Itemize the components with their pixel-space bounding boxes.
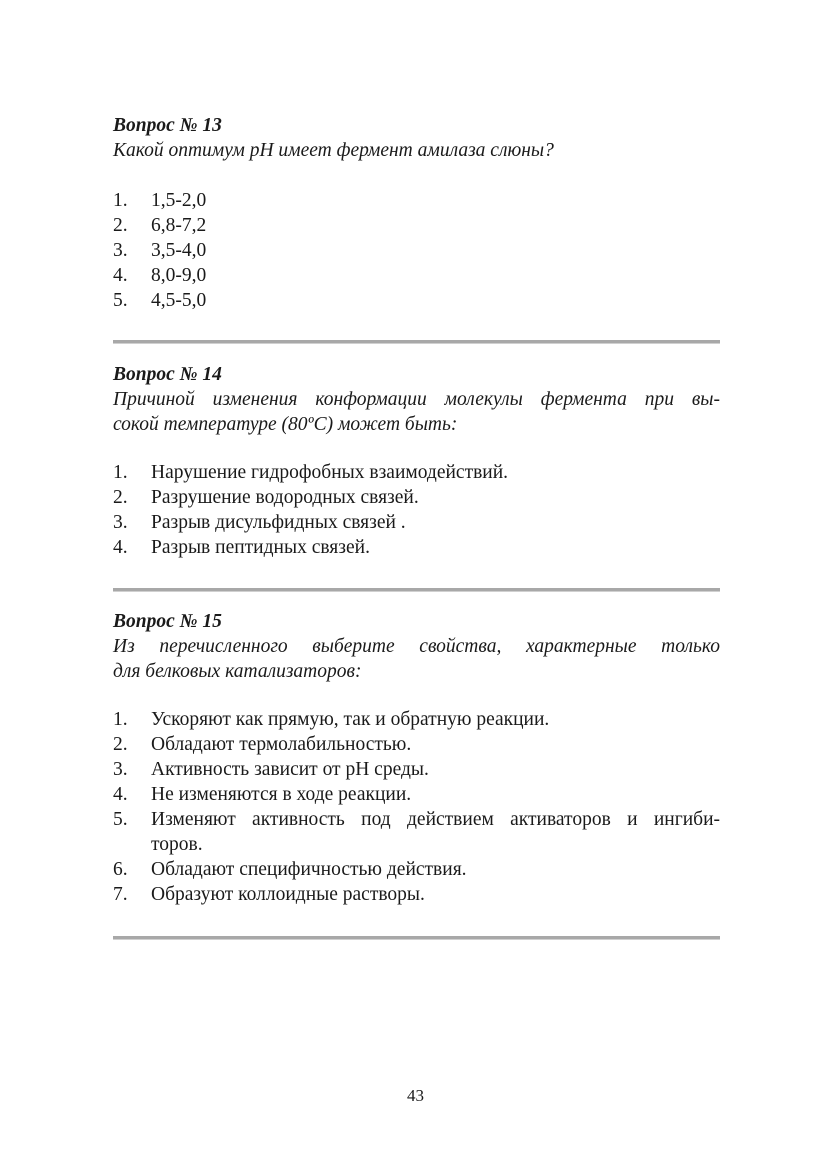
answer-number: 1. (113, 462, 128, 483)
answer-text: Разрыв дисульфидных связей . (151, 512, 406, 533)
answer-number: 3. (113, 759, 128, 780)
answer-number: 4. (113, 265, 128, 286)
question-text-line: сокой температуре (80ºС) может быть: (113, 414, 458, 435)
answer-item (113, 857, 720, 882)
answer-item (113, 882, 720, 907)
answer-text: Образуют коллоидные растворы. (151, 884, 425, 905)
answer-number: 2. (113, 734, 128, 755)
answer-text: Активность зависит от рН среды. (151, 759, 429, 780)
answer-item (113, 535, 720, 560)
answer-number: 5. (113, 809, 128, 830)
answer-number: 1. (113, 709, 128, 730)
answer-item (113, 460, 720, 485)
answer-item (113, 707, 720, 732)
answer-number: 7. (113, 884, 128, 905)
answer-number: 3. (113, 512, 128, 533)
answer-text: 4,5-5,0 (151, 290, 207, 311)
section-divider (113, 340, 720, 344)
answer-text: 6,8-7,2 (151, 215, 207, 236)
answer-number: 4. (113, 537, 128, 558)
answer-text: Изменяют активность под действием активаторов и ингиби- (151, 809, 720, 830)
answer-item (113, 288, 720, 313)
answer-text: 1,5-2,0 (151, 190, 207, 211)
question-text-line: Из перечисленного выберите свойства, характерные только (113, 636, 720, 657)
question-text-line: для белковых катализаторов: (113, 661, 362, 682)
section-divider (113, 936, 720, 940)
question-title: Вопрос № 14 (113, 364, 222, 385)
answer-item (113, 238, 720, 263)
answer-item (113, 782, 720, 807)
question-text: Какой оптимум рН имеет фермент амилаза слюны? (113, 140, 554, 161)
answer-text: Обладают специфичностью действия. (151, 859, 467, 880)
answer-item (113, 732, 720, 757)
answer-list (113, 188, 720, 313)
section-divider (113, 588, 720, 592)
question-title: Вопрос № 15 (113, 611, 222, 632)
answer-text: Нарушение гидрофобных взаимодействий. (151, 462, 509, 483)
question-13 (113, 113, 720, 313)
question-title: Вопрос № 13 (113, 115, 222, 136)
answer-item (113, 757, 720, 782)
answer-text: Разрыв пептидных связей. (151, 537, 370, 558)
question-text-line: Причиной изменения конформации молекулы фермента при вы- (113, 389, 720, 410)
answer-number: 2. (113, 215, 128, 236)
answer-number: 3. (113, 240, 128, 261)
answer-text-continuation: торов. (151, 834, 203, 855)
answer-text: 3,5-4,0 (151, 240, 207, 261)
answer-text: Обладают термолабильностью. (151, 734, 412, 755)
answer-text: Не изменяются в ходе реакции. (151, 784, 412, 805)
answer-item (113, 188, 720, 213)
answer-number: 6. (113, 859, 128, 880)
answer-item (113, 485, 720, 510)
page-number: 43 (407, 1086, 424, 1105)
answer-item (113, 213, 720, 238)
answer-item (113, 263, 720, 288)
answer-number: 4. (113, 784, 128, 805)
question-15 (113, 609, 720, 907)
answer-number: 5. (113, 290, 128, 311)
answer-text: Разрушение водородных связей. (151, 487, 419, 508)
answer-text: Ускоряют как прямую, так и обратную реакции. (151, 709, 550, 730)
answer-list (113, 460, 720, 560)
answer-item (113, 510, 720, 535)
answer-item (113, 807, 720, 857)
answer-text: 8,0-9,0 (151, 265, 207, 286)
answer-number: 2. (113, 487, 128, 508)
answer-list (113, 707, 720, 907)
answer-number: 1. (113, 190, 128, 211)
question-14 (113, 362, 720, 560)
